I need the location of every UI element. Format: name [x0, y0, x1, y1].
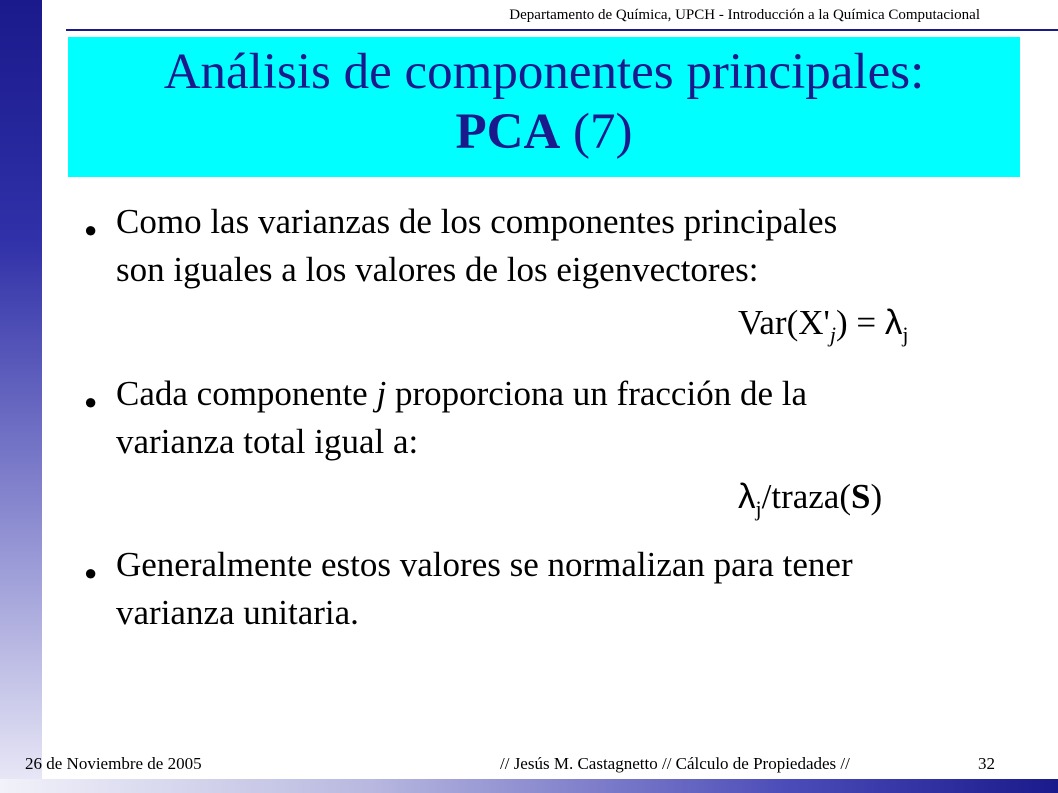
- title-suffix: (7): [560, 104, 633, 160]
- title-acronym: PCA: [455, 104, 561, 160]
- page-number: 32: [978, 754, 995, 773]
- footer-date: 26 de Noviembre de 2005: [25, 754, 202, 773]
- header-divider: [66, 29, 1058, 31]
- title-box: [68, 37, 1020, 177]
- bullet-1-line-2: son iguales a los valores de los eigenvectores:: [116, 250, 759, 289]
- slide-title-line2: [68, 103, 1020, 161]
- bullet-icon: ●: [84, 560, 98, 585]
- fraction-formula: $\lambda_j/traza(S)$: [738, 477, 883, 521]
- bottom-decorative-bar: [0, 779, 1058, 793]
- bullet-1-line-1: Como las varianzas de los componentes principales: [116, 202, 838, 241]
- bullet-icon: ●: [84, 389, 98, 414]
- bullet-3-line-2: varianza unitaria.: [116, 593, 359, 632]
- slide-title-line1: Análisis de componentes principales:: [163, 44, 925, 100]
- left-decorative-bar: [0, 0, 42, 793]
- slide-header: Departamento de Química, UPCH - Introducción a la Química Computacional: [509, 7, 980, 23]
- bullet-icon: ●: [84, 217, 98, 242]
- bullet-2-line-1: Cada componente j proporciona un fracción de la: [116, 374, 807, 413]
- footer-author-course: // Jesús M. Castagnetto // Cálculo de Propiedades //: [500, 754, 850, 773]
- variance-formula: $Var(X'_j) = \lambda_j$: [738, 303, 909, 347]
- bullet-2-line-2: varianza total igual a:: [116, 422, 419, 461]
- bullet-3-line-1: Generalmente estos valores se normalizan para tener: [116, 545, 853, 584]
